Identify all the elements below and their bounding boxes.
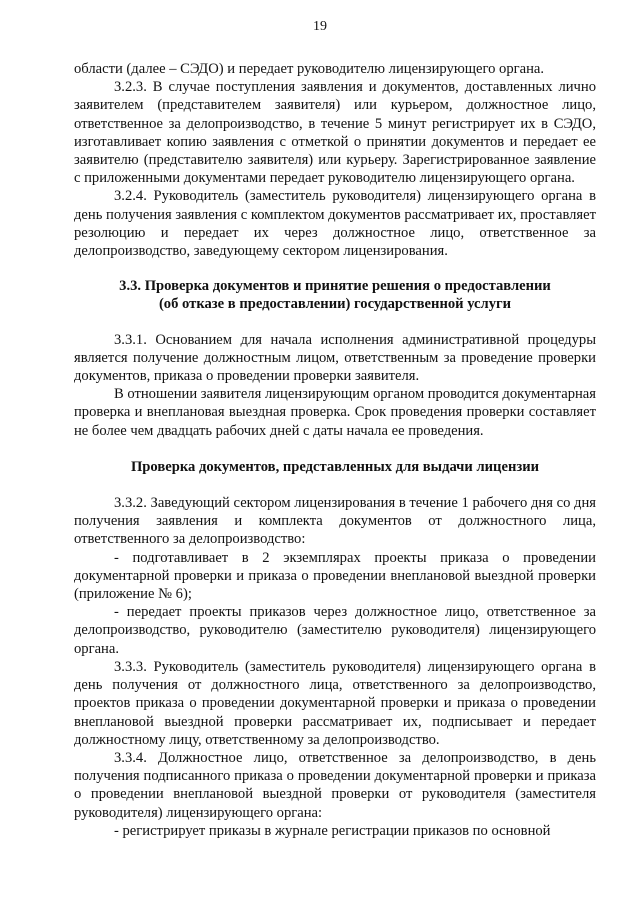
paragraph-3-3-1: 3.3.1. Основанием для начала исполнения административной процедуры является получение должностным лицом, ответственным за проведение проверки документов, приказа о проведении проверки заявителя. [74, 331, 596, 385]
section-heading-line-1: 3.3. Проверка документов и принятие решения о предоставлении [119, 278, 551, 295]
paragraph-continuation: области (далее – СЭДО) и передает руководителю лицензирующего органа. [74, 61, 545, 77]
document-body [74, 60, 596, 840]
paragraph-3-3-4: 3.3.4. Должностное лицо, ответственное за делопроизводство, в день получения подписанного приказа о проведении документарной проверки и приказа о проведении внеплановой выездной проверки от руководителя (заместителя руководителя) лицензирующего органа: [74, 749, 596, 821]
page-number: 19 [313, 19, 327, 34]
section-heading-line-2: (об отказе в предоставлении) государственной услуги [158, 296, 512, 313]
list-item-prepare-drafts: - подготавливает в 2 экземплярах проекты приказа о проведении документарной проверки и приказа о проведении внеплановой выездной проверки (приложение № 6); [74, 549, 596, 603]
spacer [74, 476, 596, 494]
paragraph-3-2-3: 3.2.3. В случае поступления заявления и документов, доставленных лично заявителем (представителем заявителя) или курьером, должностное лицо, ответственное за делопроизводство, в течение 5 минут регистрирует их в СЭДО, изготавливает копию заявления с отметкой о принятии документов и передает ее заявителю (представителю заявителя) или курьеру. Зарегистрированное заявление с приложенными документами передает руководителю лицензирующего органа. [74, 79, 596, 187]
paragraph-inspection-terms: В отношении заявителя лицензирующим органом проводится документарная проверка и внеплановая выездная проверка. Срок проведения проверки составляет не более чем двадцать рабочих дней с даты начала ее проведения. [74, 386, 596, 439]
subsection-heading-document-check: Проверка документов, представленных для выдачи лицензии [130, 458, 540, 475]
spacer [74, 314, 596, 331]
paragraph-3-3-3: 3.3.3. Руководитель (заместитель руководителя) лицензирующего органа в день получения от должностного лица, ответственного за делопроизводство, проектов приказа о проведении документарной проверки и приказа о проведении внеплановой выездной проверки рассматривает их, подписывает и передает должностному лицу, ответственному за делопроизводство. [74, 658, 596, 748]
paragraph-3-3-2: 3.3.2. Заведующий сектором лицензирования в течение 1 рабочего дня со дня получения заявления и комплекта документов от должностного лица, ответственного за делопроизводство: [74, 495, 596, 548]
list-item-register-orders: - регистрирует приказы в журнале регистрации приказов по основной [114, 822, 551, 839]
spacer [74, 260, 596, 277]
paragraph-3-2-4: 3.2.4. Руководитель (заместитель руководителя) лицензирующего органа в день получения заявления с комплектом документов рассматривает их, проставляет резолюцию и передает их через должностное лицо, ответственное за делопроизводство, заведующему сектором лицензирования. [74, 188, 596, 260]
section-heading-3-3 [74, 277, 596, 313]
list-item-transfer-drafts: - передает проекты приказов через должностное лицо, ответственное за делопроизводство, руководителю (заместителю руководителя) лицензирующего органа. [74, 604, 596, 657]
spacer [74, 440, 596, 458]
